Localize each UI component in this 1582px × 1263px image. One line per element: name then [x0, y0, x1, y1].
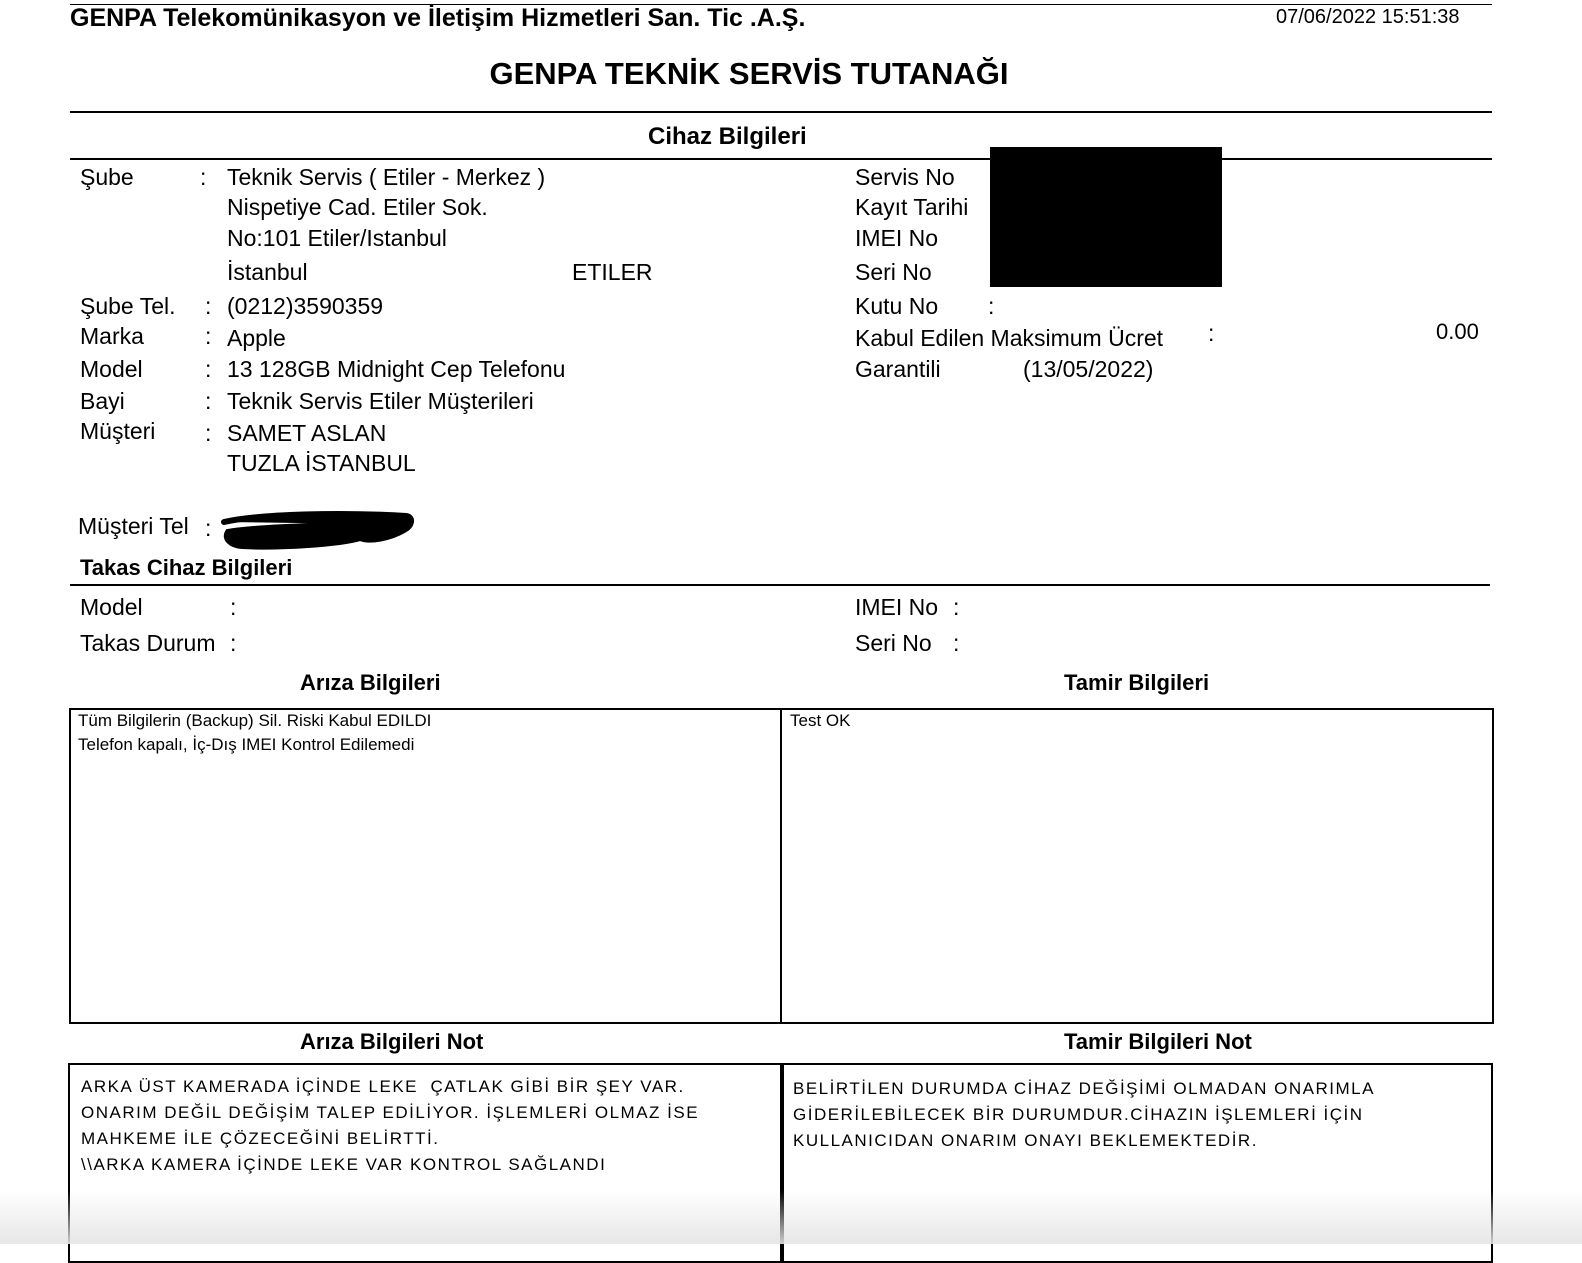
- repair-note-line1: BELİRTİLEN DURUMDA CİHAZ DEĞİŞİMİ OLMADAN ONARIMLA: [793, 1079, 1375, 1098]
- repair-heading: Tamir Bilgileri: [1064, 670, 1210, 695]
- max-ucret-label: Kabul Edilen Maksimum Ücret: [855, 325, 1164, 351]
- repair-note-heading: Tamir Bilgileri Not: [1064, 1029, 1252, 1054]
- colon: :: [953, 630, 960, 656]
- musteri-tel-label: Müşteri Tel: [78, 513, 189, 539]
- fault-note-line4: \\ARKA KAMERA İÇİNDE LEKE VAR KONTROL SAĞLANDI: [81, 1155, 607, 1174]
- imei-label: IMEI No: [855, 225, 939, 251]
- colon: :: [205, 293, 212, 319]
- sube-line2: Nispetiye Cad. Etiler Sok.: [227, 194, 488, 220]
- colon: :: [205, 323, 212, 349]
- kayit-tarihi-label: Kayıt Tarihi: [855, 194, 969, 220]
- colon: :: [230, 630, 237, 656]
- swap-device-heading: Takas Cihaz Bilgileri: [80, 555, 293, 580]
- swap-seri-label: Seri No: [855, 630, 932, 656]
- colon: :: [205, 420, 212, 446]
- bayi-label: Bayi: [80, 388, 125, 414]
- repair-note-line3: KULLANICIDAN ONARIM ONAYI BEKLEMEKTEDİR.: [793, 1131, 1258, 1150]
- swap-durum-label: Takas Durum: [80, 630, 216, 656]
- garanti-date: (13/05/2022): [1023, 356, 1154, 382]
- fault-note-line1: ARKA ÜST KAMERADA İÇİNDE LEKE ÇATLAK GİBİ BİR ŞEY VAR.: [81, 1077, 685, 1096]
- sube-district: ETILER: [572, 259, 653, 285]
- seri-label: Seri No: [855, 259, 932, 285]
- musteri-label: Müşteri: [80, 418, 156, 444]
- sube-tel-value: (0212)3590359: [227, 293, 384, 319]
- document-title: GENPA TEKNİK SERVİS TUTANAĞI: [489, 56, 1009, 91]
- sube-line1: Teknik Servis ( Etiler - Merkez ): [227, 164, 546, 190]
- colon: :: [988, 293, 995, 319]
- marka-label: Marka: [80, 323, 144, 349]
- max-ucret-value: 0.00: [1436, 319, 1479, 344]
- sube-tel-label: Şube Tel.: [80, 293, 176, 319]
- fault-line2: Telefon kapalı, İç-Dış IMEI Kontrol Edilemedi: [78, 735, 415, 754]
- sube-label: Şube: [80, 164, 134, 190]
- colon: :: [230, 594, 237, 620]
- swap-device-rule: [70, 584, 1490, 586]
- sube-line3: No:101 Etiler/Istanbul: [227, 225, 447, 251]
- fault-note-line2: ONARIM DEĞİL DEĞİŞİM TALEP EDİLİYOR. İŞLEMLERİ OLMAZ İSE: [81, 1103, 700, 1122]
- kutu-no-label: Kutu No: [855, 293, 939, 319]
- repair-note-line2: GİDERİLEBİLECEK BİR DURUMDUR.CİHAZIN İŞLEMLERİ İÇİN: [793, 1105, 1364, 1124]
- musteri-address: TUZLA İSTANBUL: [227, 450, 416, 476]
- servis-no-label: Servis No: [855, 164, 955, 190]
- repair-line1: Test OK: [790, 711, 851, 730]
- device-info-rule: [70, 158, 1492, 160]
- bayi-value: Teknik Servis Etiler Müşterileri: [227, 388, 534, 414]
- fault-note-line3: MAHKEME İLE ÇÖZECEĞİNİ BELİRTTİ.: [81, 1129, 440, 1148]
- sube-city: İstanbul: [227, 259, 308, 285]
- fault-note-heading: Arıza Bilgileri Not: [300, 1029, 484, 1054]
- colon: :: [953, 594, 960, 620]
- fault-heading: Arıza Bilgileri: [300, 670, 441, 695]
- musteri-name: SAMET ASLAN: [227, 420, 387, 446]
- device-info-heading: Cihaz Bilgileri: [648, 123, 807, 150]
- fault-line1: Tüm Bilgilerin (Backup) Sil. Riski Kabul EDILDI: [78, 711, 432, 730]
- garanti-label: Garantili: [855, 356, 941, 382]
- page-bottom-shadow: [0, 1190, 1582, 1244]
- title-rule: [70, 111, 1492, 113]
- repair-box: [780, 708, 1494, 1024]
- swap-model-label: Model: [80, 594, 143, 620]
- swap-imei-label: IMEI No: [855, 594, 939, 620]
- print-datetime: 07/06/2022 15:51:38: [1276, 6, 1460, 28]
- marka-value: Apple: [227, 325, 286, 351]
- colon: :: [1208, 320, 1215, 346]
- redacted-phone-scribble: [220, 508, 416, 550]
- company-name: GENPA Telekomünikasyon ve İletişim Hizmetleri San. Tic .A.Ş.: [70, 4, 806, 32]
- colon: :: [205, 515, 212, 541]
- colon: :: [205, 388, 212, 414]
- colon: :: [205, 356, 212, 382]
- redaction-block: [990, 147, 1222, 287]
- colon: :: [200, 164, 207, 190]
- model-label: Model: [80, 356, 143, 382]
- model-value: 13 128GB Midnight Cep Telefonu: [227, 356, 566, 382]
